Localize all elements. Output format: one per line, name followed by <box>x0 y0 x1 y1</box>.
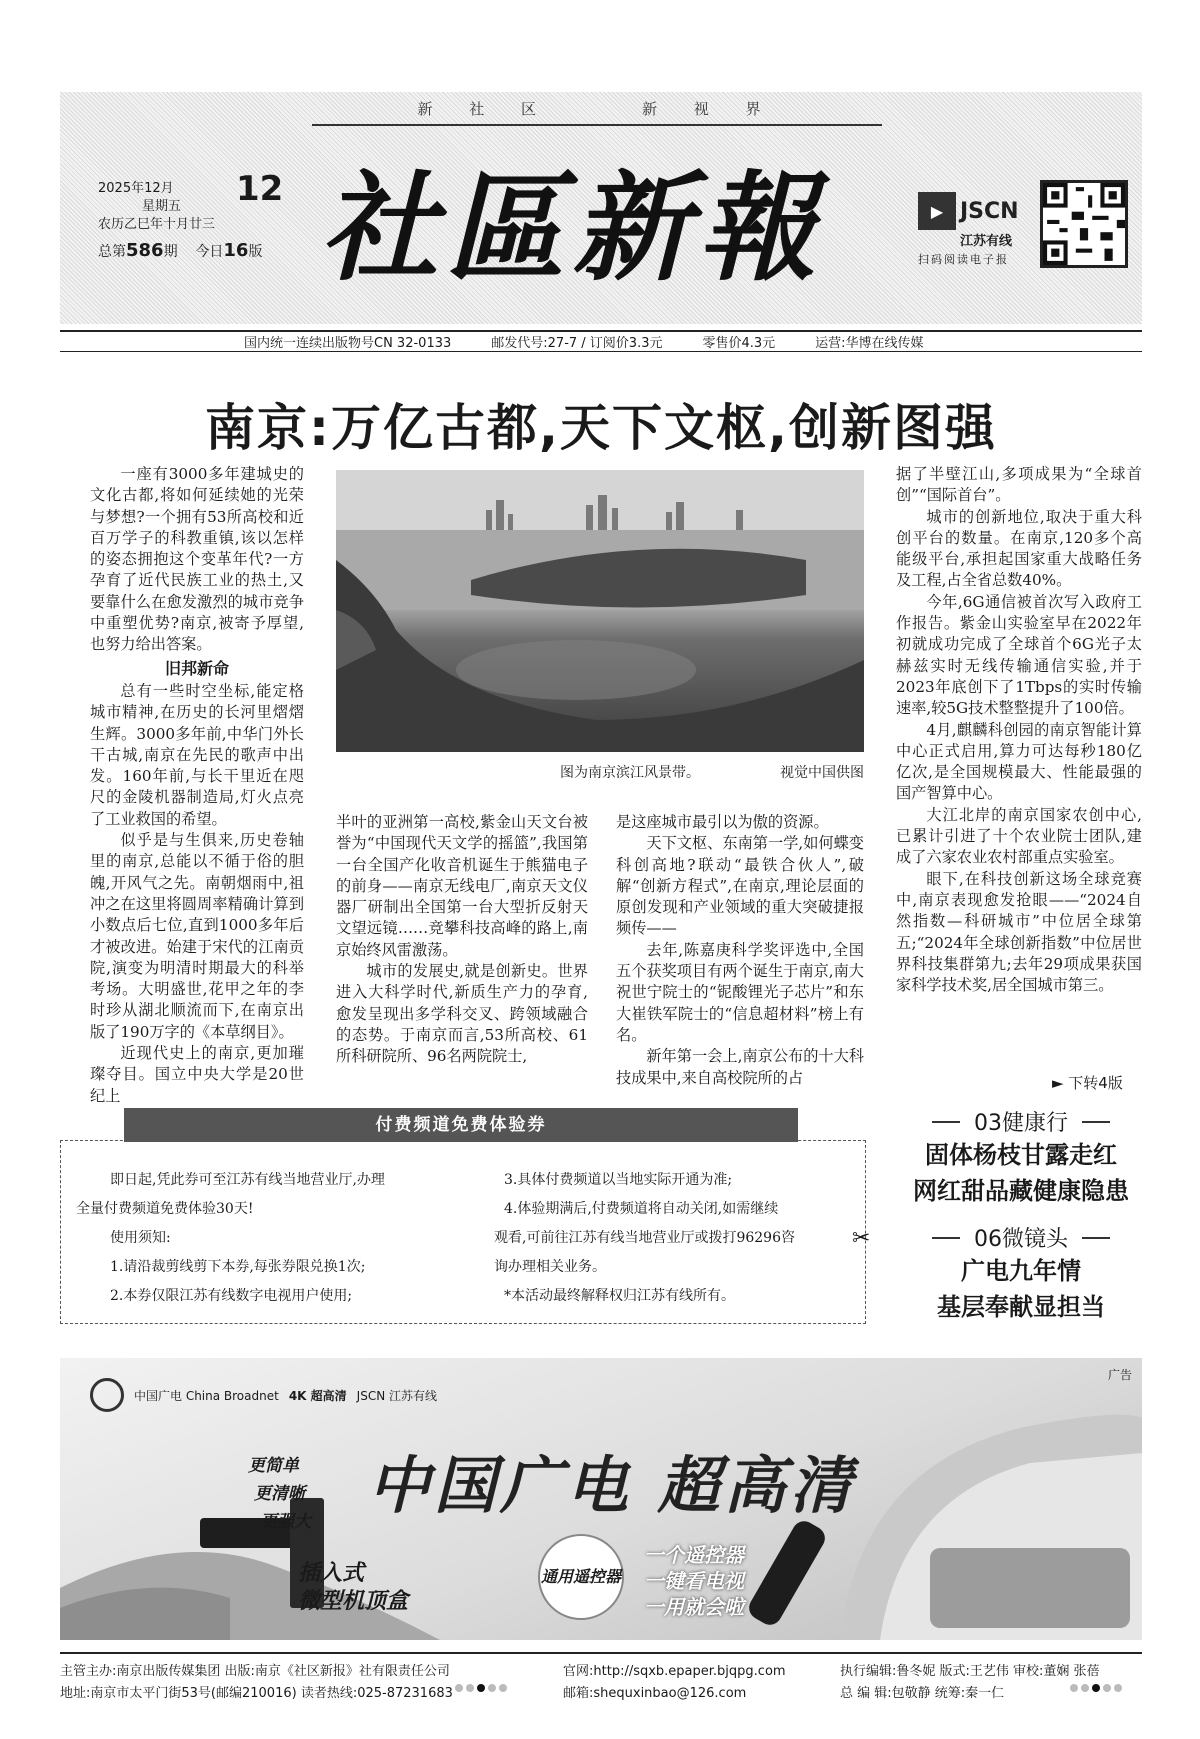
nanjing-riverside-photo <box>336 470 864 752</box>
paragraph: 去年,陈嘉庚科学奖评选中,全国五个获奖项目有两个诞生于南京,南大祝世宁院士的“铌酸锂光子芯片”和东大崔铁军院士的“信息超材料”榜上有名。 <box>616 940 864 1044</box>
date-day: 12 <box>236 169 284 209</box>
jscn-brand <box>918 192 1036 267</box>
paragraph: 眼下,在科技创新这场全球竞赛中,南京表现愈发抢眼——“2024自然指数—科研城市”中位居全球第五;“2024年全球创新指数”中位居世界科技集群第九;去年29项成果获国家科学技术奖,居全国城市第三。 <box>896 869 1142 995</box>
subheading: 旧邦新命 <box>164 658 229 678</box>
caption-credit: 视觉中国供图 <box>780 765 864 781</box>
page-indicator-dots <box>455 1684 507 1692</box>
teaser-section: 03健康行 <box>900 1106 1142 1137</box>
ad-plug-line: 微型机顶盒 <box>298 1589 409 1614</box>
article-column-2 <box>336 812 588 1068</box>
photo-caption <box>560 762 864 782</box>
article-column-3 <box>616 812 864 1089</box>
newspaper-title: 社區新報 <box>320 158 825 297</box>
date-weekday: 星期五 <box>142 199 182 214</box>
footer-website[interactable]: 官网:http://sqxb.epaper.bjqpg.com <box>563 1664 786 1679</box>
issue-number: 586 <box>126 240 164 261</box>
ad-headline: 中国广电 超高清 <box>368 1449 856 1522</box>
paragraph: 大江北岸的南京国家农创中心,已累计引进了十个农业院士团队,建成了六家农业农村部重点实验室。 <box>896 805 1142 867</box>
ad-remote-line: 一键看电视 <box>644 1569 744 1593</box>
coupon-line: 1.请沿裁剪线剪下本券,每张券限兑换1次; <box>110 1259 366 1275</box>
jscn-caption: 扫码阅读电子报 <box>918 253 1009 266</box>
jscn-logo-icon: ▶ <box>918 192 956 230</box>
teaser-line: 固体杨枝甘露走红 <box>925 1141 1117 1169</box>
publication-info-bar <box>60 330 1142 352</box>
coupon-line: 3.具体付费频道以当地实际开通为准; <box>504 1172 733 1188</box>
ad-slogans <box>248 1452 311 1536</box>
ad-slogan: 更强大 <box>260 1512 311 1532</box>
jscn-logo-text: JSCN <box>960 198 1019 224</box>
jscn-name: 江苏有线 <box>960 234 1013 249</box>
coupon-line: *本活动最终解释权归江苏有线所有。 <box>504 1288 735 1304</box>
coupon-line: 使用须知: <box>110 1230 171 1246</box>
pages-suffix: 版 <box>248 244 263 260</box>
ad-slogan: 更简单 <box>248 1456 299 1476</box>
ad-brand-4k: 4K 超高清 <box>288 1388 347 1403</box>
paragraph: 天下文枢、东南第一学,如何蝶变科创高地?联动“最铁合伙人”,破解“创新方程式”,在南京,理论层面的原创发现和产业领域的重大突破捷报频传—— <box>616 834 864 938</box>
teaser-health[interactable] <box>900 1106 1142 1209</box>
caption-text: 图为南京滨江风景带。 <box>560 765 700 781</box>
ad-brand-broadnet: 中国广电 China Broadnet <box>134 1388 279 1403</box>
footer-editors: 执行编辑:鲁冬妮 版式:王艺伟 审校:董娴 张蓓 <box>840 1664 1100 1679</box>
pub-cn: 国内统一连续出版物号CN 32-0133 <box>244 336 452 351</box>
footer-chief-editor: 总 编 辑:包敬静 统筹:秦一仁 <box>840 1686 1005 1701</box>
paragraph: 半叶的亚洲第一高校,紫金山天文台被誉为“中国现代天文学的摇篮”,我国第一台全国产化收音机诞生于熊猫电子的前身——南京无线电厂,南京天文仪器厂研制出全国第一台大型折反射天文望远镜……竞攀科技高峰的路上,南京始终风雷激荡。 <box>336 813 588 959</box>
paragraph: 城市的发展史,就是创新史。世界进入大科学时代,新质生产力的孕育,愈发呈现出多学科交叉、跨领域融合的态势。于南京而言,53所高校、61所科研院所、96名两院院士, <box>336 962 588 1066</box>
tagline-left: 新 社 区 <box>417 100 552 118</box>
paragraph: 似乎是与生俱来,历史卷轴里的南京,总能以不循于俗的胆魄,开风气之先。南朝烟雨中,祖冲之在这里将圆周率精确计算到小数点后七位,直到1000多年后才被改进。始建于宋代的江南贡院,演变为明清时期最大的科举考场。大明盛世,花甲之年的李时珍从湖北顺流而下,在南京出版了190万字的《本草纲目》。 <box>90 831 304 1041</box>
coupon-line: 询办理相关业务。 <box>494 1259 606 1275</box>
coupon-line: 全量付费频道免费体验30天! <box>76 1201 254 1217</box>
pub-price: 零售价4.3元 <box>702 336 776 351</box>
ad-remote-slogans <box>644 1542 744 1620</box>
qr-code-icon[interactable] <box>1040 180 1128 268</box>
pub-operator: 运营:华博在线传媒 <box>815 336 924 351</box>
coupon-title: 付费频道免费体验券 <box>124 1108 798 1142</box>
ad-brand-bar <box>90 1378 437 1412</box>
teaser-micro-lens[interactable] <box>900 1222 1142 1325</box>
ad-remote-line: 一用就会啦 <box>644 1595 744 1619</box>
paragraph: 城市的创新地位,取决于重大科创平台的数量。在南京,120多个高能级平台,承担起国家重大战略任务及工程,占全省总数40%。 <box>896 507 1142 590</box>
ad-plug-line: 插入式 <box>298 1561 365 1586</box>
date-month: 2025年12月 <box>98 181 174 196</box>
paragraph: 今年,6G通信被首次写入政府工作报告。紫金山实验室早在2022年初就成功完成了全球首个6G光子太赫兹实时无线传输通信实验,并于2023年底创下了1Tbps的实时传输速率,较5G技术整整提升了100倍。 <box>896 592 1142 718</box>
coupon-line: 即日起,凭此券可至江苏有线当地营业厅,办理 <box>110 1172 385 1188</box>
coupon-line: 2.本券仅限江苏有线数字电视用户使用; <box>110 1288 353 1304</box>
teaser-line: 基层奉献显担当 <box>937 1293 1105 1321</box>
ad-slogan: 更清晰 <box>254 1484 305 1504</box>
page-indicator-dots <box>1070 1684 1122 1692</box>
masthead-tagline <box>312 98 882 126</box>
teaser-section: 06微镜头 <box>900 1222 1142 1253</box>
pages-prefix: 今日 <box>195 244 224 260</box>
issue-suffix: 期 <box>163 244 178 260</box>
ad-brand-jscn: JSCN 江苏有线 <box>356 1388 437 1403</box>
ad-label: 广告 <box>1108 1368 1133 1382</box>
coupon-right-text <box>494 1166 854 1311</box>
teaser-line: 网红甜品藏健康隐患 <box>913 1177 1129 1205</box>
paragraph: 据了半壁江山,多项成果为“全球首创”“国际首台”。 <box>896 465 1142 505</box>
pages-count: 16 <box>223 240 249 261</box>
ad-settop-box-text <box>298 1560 408 1616</box>
article-column-1 <box>90 464 304 1107</box>
paragraph: 4月,麒麟科创园的南京智能计算中心正式启用,算力可达每秒180亿亿次,是全国规模最大、性能最强的国产智算中心。 <box>896 720 1142 803</box>
paragraph: 近现代史上的南京,更加璀璨夺目。国立中央大学是20世纪上 <box>90 1044 304 1105</box>
china-broadnet-logo-icon <box>90 1378 124 1412</box>
ad-remote-badge: 通用遥控器 <box>538 1534 624 1620</box>
ad-remote-line: 一个遥控器 <box>644 1543 744 1567</box>
tagline-right: 新 视 界 <box>642 100 777 118</box>
coupon-line: 观看,可前往江苏有线当地营业厅或拨打96296咨 <box>494 1230 795 1246</box>
issue-prefix: 总第 <box>98 244 126 260</box>
coupon-left-text <box>76 1166 456 1311</box>
footer-address: 地址:南京市太平门街53号(邮编210016) 读者热线:025-87231683 <box>60 1686 453 1701</box>
paragraph: 总有一些时空坐标,能定格城市精神,在历史的长河里熠熠生辉。3000多年前,中华门外长干古城,南京在先民的歌声中出发。160年前,与长干里近在咫尺的金陵机器制造局,灯火点亮了工业救国的希望。 <box>90 681 304 828</box>
teaser-line: 广电九年情 <box>961 1257 1081 1285</box>
paragraph: 是这座城市最引以为傲的资源。 <box>616 813 829 831</box>
main-headline: 南京:万亿古都,天下文枢,创新图强 <box>205 399 997 457</box>
pub-post: 邮发代号:27-7 / 订阅价3.3元 <box>491 336 663 351</box>
footer-publisher: 主管主办:南京出版传媒集团 出版:南京《社区新报》社有限责任公司 <box>60 1664 450 1679</box>
footer-email[interactable]: 邮箱:shequxinbao@126.com <box>563 1686 747 1701</box>
issue-info <box>98 240 262 261</box>
footer <box>60 1652 1142 1702</box>
paragraph: 新年第一会上,南京公布的十大科技成果中,来自高校院所的占 <box>616 1047 864 1087</box>
article-column-4 <box>896 464 1142 996</box>
paragraph: 一座有3000多年建城史的文化古都,将如何延续她的光荣与梦想?一个拥有53所高校和近百万学子的科教重镇,该以怎样的姿态拥抱这个变革年代?一方孕育了近代民族工业的热土,又要靠什么在愈发激烈的城市竞争中重塑优势?南京,被寄予厚望,也努力给出答案。 <box>90 465 304 654</box>
continued-on-page-4[interactable]: ► 下转4版 <box>1052 1074 1123 1092</box>
date-lunar: 农历乙巳年十月廿三 <box>98 217 216 232</box>
scissors-icon[interactable]: ✂ <box>852 1226 871 1251</box>
date-block <box>98 169 284 234</box>
coupon-line: 4.体验期满后,付费频道将自动关闭,如需继续 <box>504 1201 779 1217</box>
